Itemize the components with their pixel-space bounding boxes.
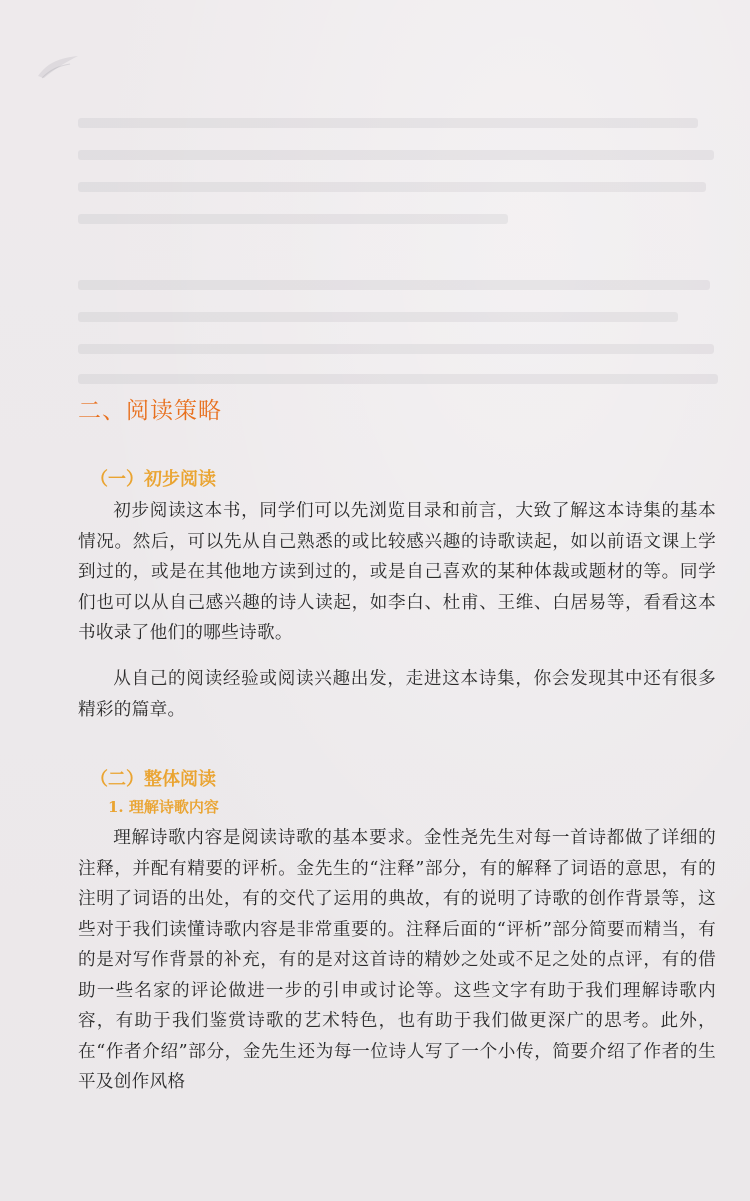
paragraph-overall-1: 理解诗歌内容是阅读诗歌的基本要求。金性尧先生对每一首诗都做了详细的注释，并配有精要的评析。金先生的“注释”部分，有的解释了词语的意思，有的注明了词语的出处，有的交代了运用的典故，有的说明了诗歌的创作背景等，这些对于我们读懂诗歌内容是非常重要的。注释后面的“评析”部分简要而精当，有的是对写作背景的补充，有的是对这首诗的精妙之处或不足之处的点评，有的借助一些名家的评论做进一步的引申或讨论等。这些文字有助于我们理解诗歌内容，有助于我们鉴赏诗歌的艺术特色，也有助于我们做更深广的思考。此外，在“作者介绍”部分，金先生还为每一位诗人写了一个小传，简要介绍了作者的生平及创作风格 — [78, 828, 716, 1092]
subsection-heading-overall: （二）整体阅读 — [90, 769, 216, 790]
decorative-leaf-icon — [36, 52, 80, 80]
paragraph-preliminary-1: 初步阅读这本书，同学们可以先浏览目录和前言，大致了解这本诗集的基本情况。然后，可以先从自己熟悉的或比较感兴趣的诗歌读起，如以前语文课上学到过的，或是在其他地方读到过的，或是自己喜欢的某种体裁或题材的等。同学们也可以从自己感兴趣的诗人读起，如李白、杜甫、王维、白居易等，看看这本书收录了他们的哪些诗歌。 — [78, 501, 716, 643]
subsubsection-heading-content: 1. 理解诗歌内容 — [108, 798, 219, 816]
bleed-through-line — [78, 182, 706, 192]
subsection-heading-preliminary: （一）初步阅读 — [90, 469, 216, 490]
bleed-through-line — [78, 312, 678, 322]
bleed-through-line — [78, 344, 714, 354]
bleed-through-line — [78, 118, 698, 128]
bleed-through-line — [78, 214, 508, 224]
bleed-through-line — [78, 150, 714, 160]
bleed-through-line — [78, 374, 718, 384]
bleed-through-line — [78, 280, 710, 290]
section-title: 二、阅读策略 — [78, 398, 222, 424]
paragraph-preliminary-2: 从自己的阅读经验或阅读兴趣出发，走进这本诗集，你会发现其中还有很多精彩的篇章。 — [78, 669, 716, 720]
